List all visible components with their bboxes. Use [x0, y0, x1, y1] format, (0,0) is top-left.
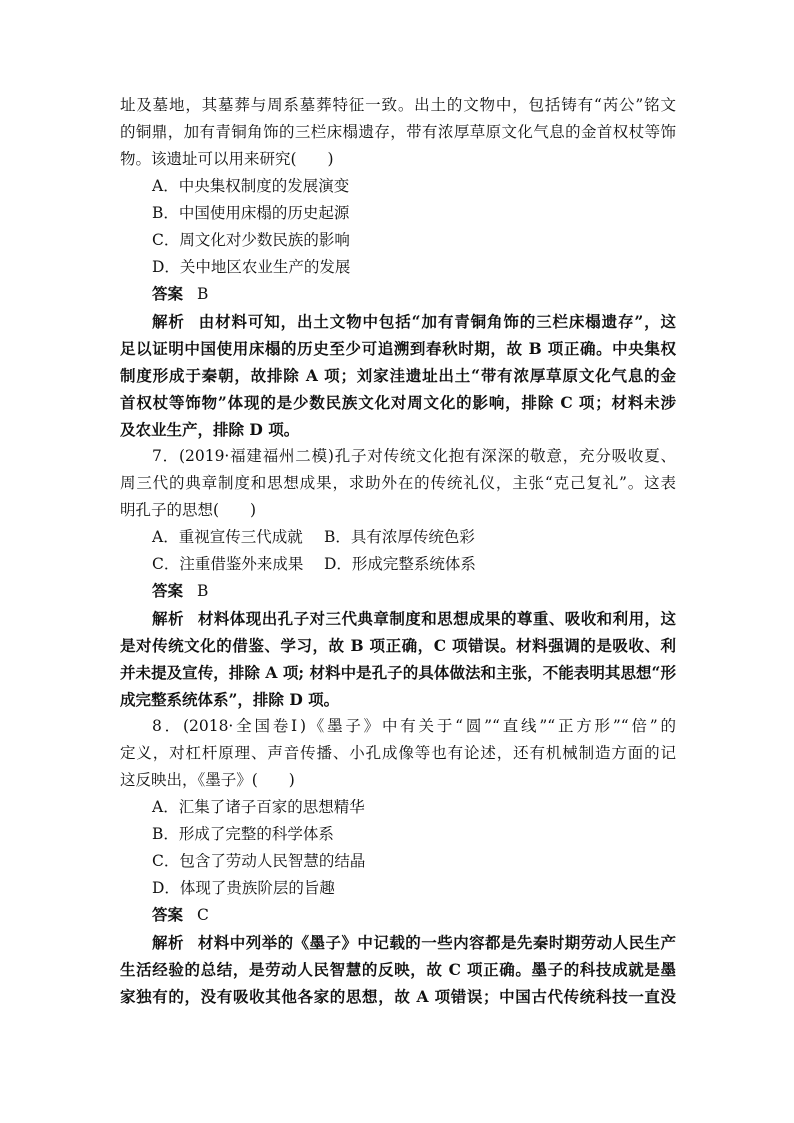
answer-value: B [197, 582, 209, 600]
q7-option-a: A．重视宣传三代成就 [152, 528, 303, 546]
analysis-label: 解析 [152, 313, 185, 331]
q6-option-c: C．周文化对少数民族的影响 [152, 231, 350, 249]
q8-stem-line-3: 这反映出，《墨子》( ) [120, 771, 295, 789]
q7-options-row-1 [120, 524, 676, 551]
analysis-text: 由材料可知，出土文物中包括“加有青铜角饰的三栏床榻遗存”，这 [198, 312, 676, 331]
q6-stem-line-2: 的铜鼎，加有青铜角饰的三栏床榻遗存，带有浓厚草原文化气息的金首权杖等饰 [120, 123, 676, 141]
analysis-text: 材料中列举的《墨子》中记载的一些内容都是先秦时期劳动人民生产 [197, 933, 676, 952]
q6-analysis-line-2: 足以证明中国使用床榻的历史至少可追溯到春秋时期，故 B 项正确。中央集权 [120, 339, 676, 358]
q6-analysis-line-1 [120, 308, 676, 335]
q7-stem-line-1: 7．(2019·福建福州二模)孔子对传统文化抱有深深的敬意，充分吸收夏、 [152, 447, 676, 465]
answer-label: 答案 [152, 582, 184, 600]
q8-analysis-line-1 [120, 929, 676, 956]
q8-option-c: C．包含了劳动人民智慧的结晶 [152, 852, 366, 870]
q6-stem-line-1: 址及墓地，其墓葬与周系墓葬特征一致。出土的文物中，包括铸有“芮公”铭文 [120, 96, 676, 114]
q6-analysis-line-3: 制度形成于秦朝，故排除 A 项；刘家洼遗址出土“带有浓厚草原文化气息的金 [120, 366, 676, 385]
q8-analysis-line-2: 生活经验的总结，是劳动人民智慧的反映，故 C 项正确。墨子的科技成就是墨 [120, 960, 676, 979]
analysis-label: 解析 [152, 610, 184, 628]
answer-value: C [197, 906, 209, 924]
q7-analysis-line-1 [120, 605, 676, 632]
q7-analysis-line-4: 成完整系统体系”，排除 D 项。 [120, 690, 340, 709]
q8-option-a: A．汇集了诸子百家的思想精华 [152, 798, 365, 816]
q6-option-a: A．中央集权制度的发展演变 [152, 177, 350, 195]
q6-analysis-line-4: 首权杖等饰物”体现的是少数民族文化对周文化的影响，排除 C 项；材料未涉 [120, 393, 676, 412]
analysis-label: 解析 [152, 934, 184, 952]
q7-option-d: D．形成完整系统体系 [324, 555, 476, 573]
q7-stem-line-3: 明孔子的思想( ) [120, 501, 257, 519]
answer-label: 答案 [152, 285, 184, 303]
document-page [120, 92, 676, 1010]
q7-stem-line-2: 周三代的典章制度和思想成果，求助外在的传统礼仪，主张“克己复礼”。这表 [120, 474, 676, 492]
answer-label: 答案 [152, 906, 184, 924]
q6-analysis-line-5: 及农业生产，排除 D 项。 [120, 420, 300, 439]
q7-options-row-2 [120, 551, 676, 578]
q7-analysis-line-2: 是对传统文化的借鉴、学习，故 B 项正确，C 项错误。材料强调的是吸收、利 [120, 636, 676, 655]
answer-value: B [197, 285, 209, 303]
q8-analysis-line-3: 家独有的，没有吸收其他各家的思想，故 A 项错误；中国古代传统科技一直没 [120, 987, 676, 1006]
q7-analysis-line-3: 并未提及宣传，排除 A 项; 材料中是孔子的具体做法和主张，不能表明其思想“形 [120, 663, 676, 682]
q7-option-b: B．具有浓厚传统色彩 [324, 528, 475, 546]
q7-option-c: C．注重借鉴外来成果 [152, 555, 304, 573]
q8-option-d: D．体现了贵族阶层的旨趣 [152, 879, 335, 897]
q6-answer [120, 281, 676, 308]
q8-stem-line-1: 8．(2018·全国卷Ⅰ)《墨子》中有关于“圆”“直线”“正方形”“倍”的 [152, 717, 676, 735]
analysis-text: 材料体现出孔子对三代典章制度和思想成果的尊重、吸收和利用，这 [197, 609, 676, 628]
q6-stem-line-3: 物。该遗址可以用来研究( ) [120, 150, 334, 168]
q8-option-b: B．形成了完整的科学体系 [152, 825, 334, 843]
q8-answer [120, 902, 676, 929]
q7-answer [120, 578, 676, 605]
q6-option-b: B．中国使用床榻的历史起源 [152, 204, 350, 222]
q8-stem-line-2: 定义，对杠杆原理、声音传播、小孔成像等也有论述，还有机械制造方面的记 [120, 744, 676, 762]
q6-option-d: D．关中地区农业生产的发展 [152, 258, 351, 276]
